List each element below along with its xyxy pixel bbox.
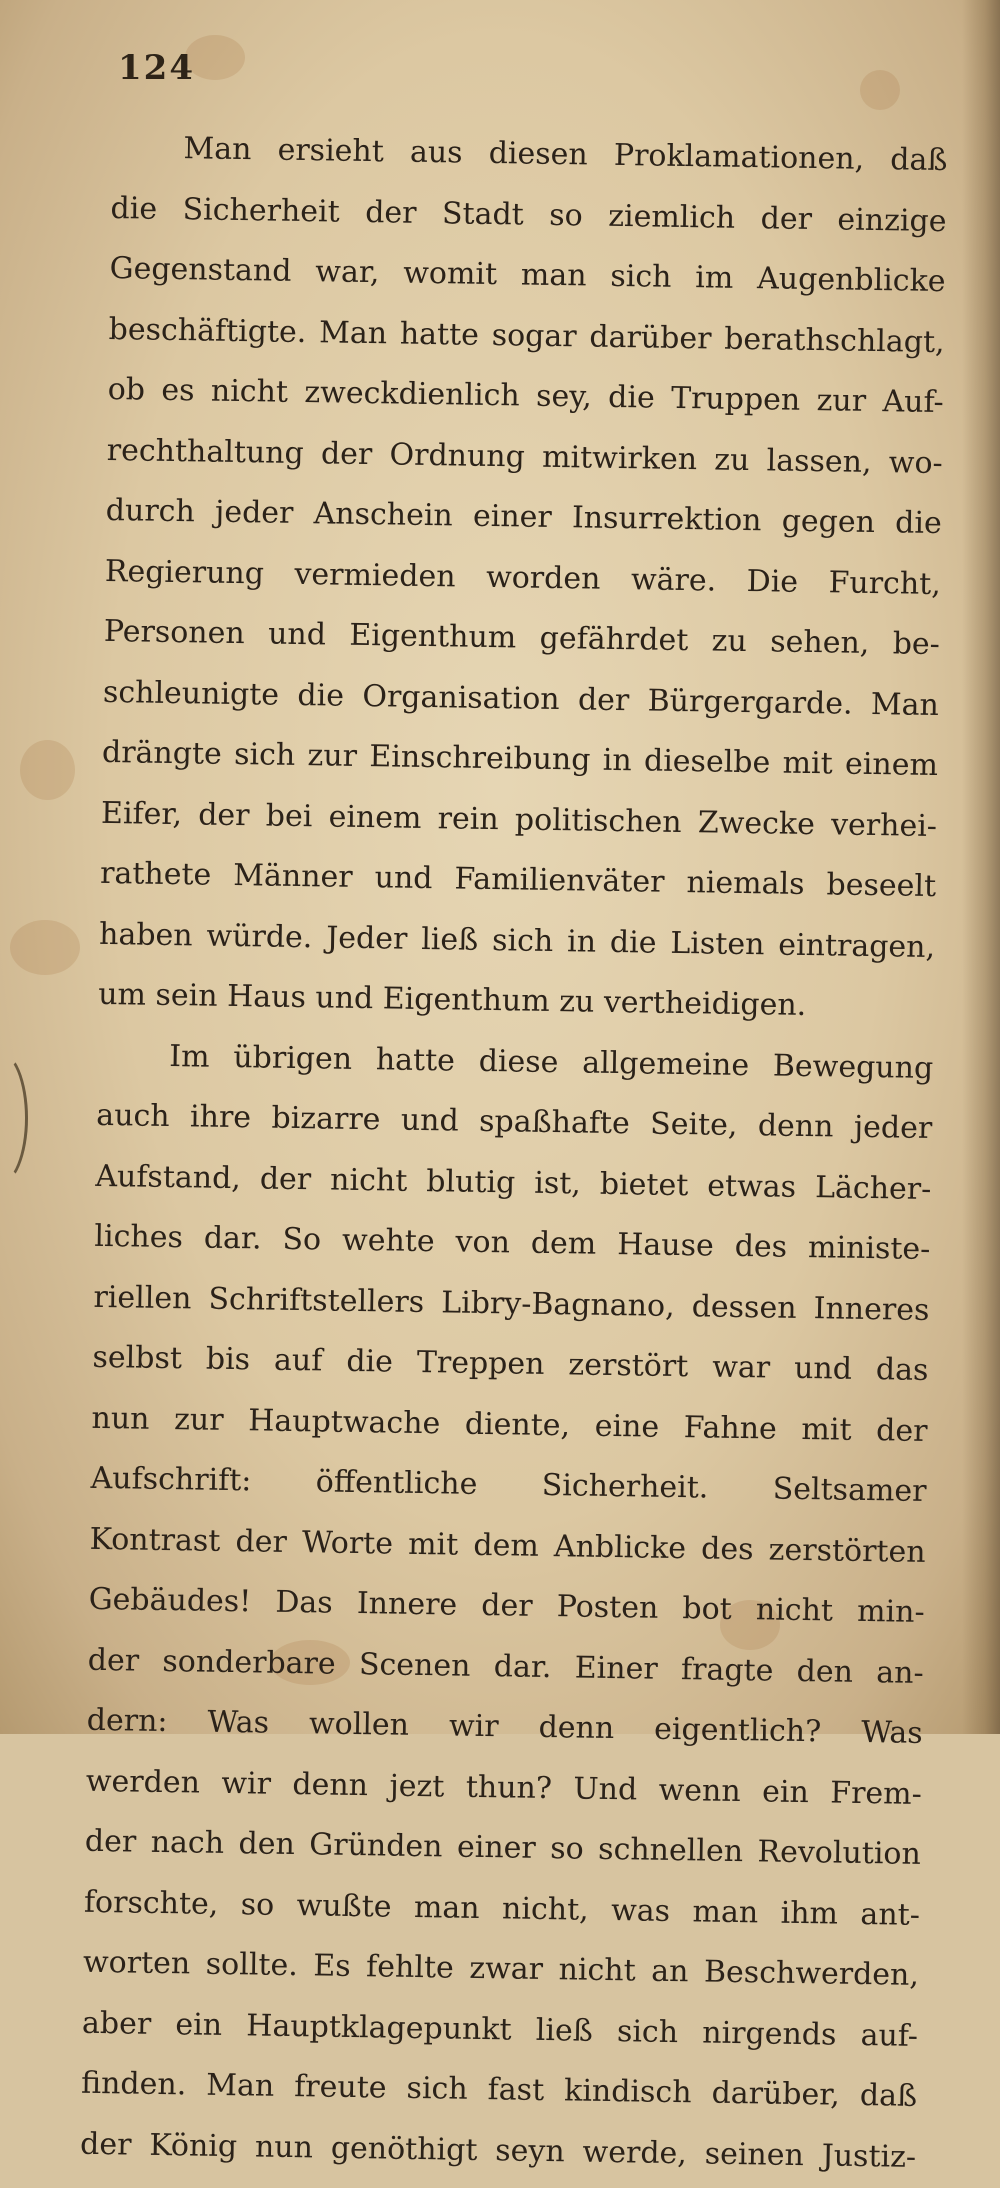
text-line: Im übrigen hatte diese allgemeine Bewegung [168, 1038, 934, 1086]
text-line: Regierung vermieden worden wäre. Die Furcht, [104, 553, 942, 602]
text-line: Gebäudes! Das Innere der Posten bot nicht min- [88, 1581, 925, 1630]
text-line: forschte, so wußte man nicht, was man ihm ant- [83, 1884, 921, 1933]
text-line: finden. Man freute sich fast kindisch darüber, daß [80, 2065, 918, 2114]
text-line: Gegenstand war, womit man sich im Augenblicke [109, 250, 946, 300]
text-line: riellen Schriftstellers Libry-Bagnano, dessen Inneres [93, 1279, 930, 1328]
text-line: auch ihre bizarre und spaßhafte Seite, denn jeder [96, 1097, 933, 1147]
text-line: Man ersieht aus diesen Proklamationen, daß [183, 131, 948, 179]
text-line: Eifer, der bei einem rein politischen Zwecke verhei- [100, 795, 938, 844]
text-line: werden wir denn jezt thun? Und wenn ein Frem- [85, 1763, 923, 1812]
body-text [80, 118, 948, 2188]
text-line: der König nun genöthigt seyn werde, seinen Justiz- [79, 2126, 917, 2175]
text-line: Aufschrift: öffentliche Sicherheit. Seltsamer [90, 1460, 927, 1509]
text-line: der nach den Gründen einer so schnellen Revolution [84, 1823, 922, 1872]
text-line: beschäftigte. Man hatte sogar darüber berathschlagt, [108, 311, 945, 360]
text-line: drängte sich zur Einschreibung in dieselbe mit einem [101, 734, 939, 784]
text-line: um sein Haus und Eigenthum zu vertheidigen. [97, 976, 807, 1024]
text-line: schleunigte die Organisation der Bürgergarde. Man [102, 674, 940, 723]
text-line: Personen und Eigenthum gefährdet zu sehen, be- [103, 613, 941, 663]
page-edge-shadow [962, 0, 1000, 1734]
text-line: Kontrast der Worte mit dem Anblicke des zerstörten [89, 1521, 926, 1570]
text-line: durch jeder Anschein einer Insurrektion gegen die [105, 492, 943, 542]
text-line: der sonderbare Scenen dar. Einer fragte den an- [87, 1642, 924, 1691]
text-line: nun zur Hauptwache diente, eine Fahne mit der [91, 1400, 928, 1449]
text-line: rathete Männer und Familienväter niemals beseelt [99, 855, 937, 905]
text-line: die Sicherheit der Stadt so ziemlich der einzige [110, 190, 947, 239]
text-line: worten sollte. Es fehlte zwar nicht an Beschwerden, [82, 1944, 920, 1993]
paper-stain [10, 920, 80, 975]
text-line: Aufstand, der nicht blutig ist, bietet etwas Lächer- [95, 1158, 932, 1207]
text-line: dern: Was wollen wir denn eigentlich? Was [86, 1702, 924, 1751]
text-line: liches dar. So wehte von dem Hause des ministe- [94, 1218, 931, 1267]
text-line: aber ein Hauptklagepunkt ließ sich nirgends auf- [81, 2005, 919, 2054]
text-line: rechthaltung der Ordnung mitwirken zu lassen, wo- [106, 432, 943, 481]
text-line: ob es nicht zweckdienlich sey, die Truppen zur Auf- [107, 371, 944, 421]
paper-stain [20, 740, 75, 800]
page-number: 124 [118, 48, 195, 88]
text-line: selbst bis auf die Treppen zerstört war und das [92, 1339, 929, 1388]
paper-stain [860, 70, 900, 110]
page-edge-curl [0, 1050, 28, 1186]
text-line: haben würde. Jeder ließ sich in die Listen eintragen, [98, 916, 936, 965]
